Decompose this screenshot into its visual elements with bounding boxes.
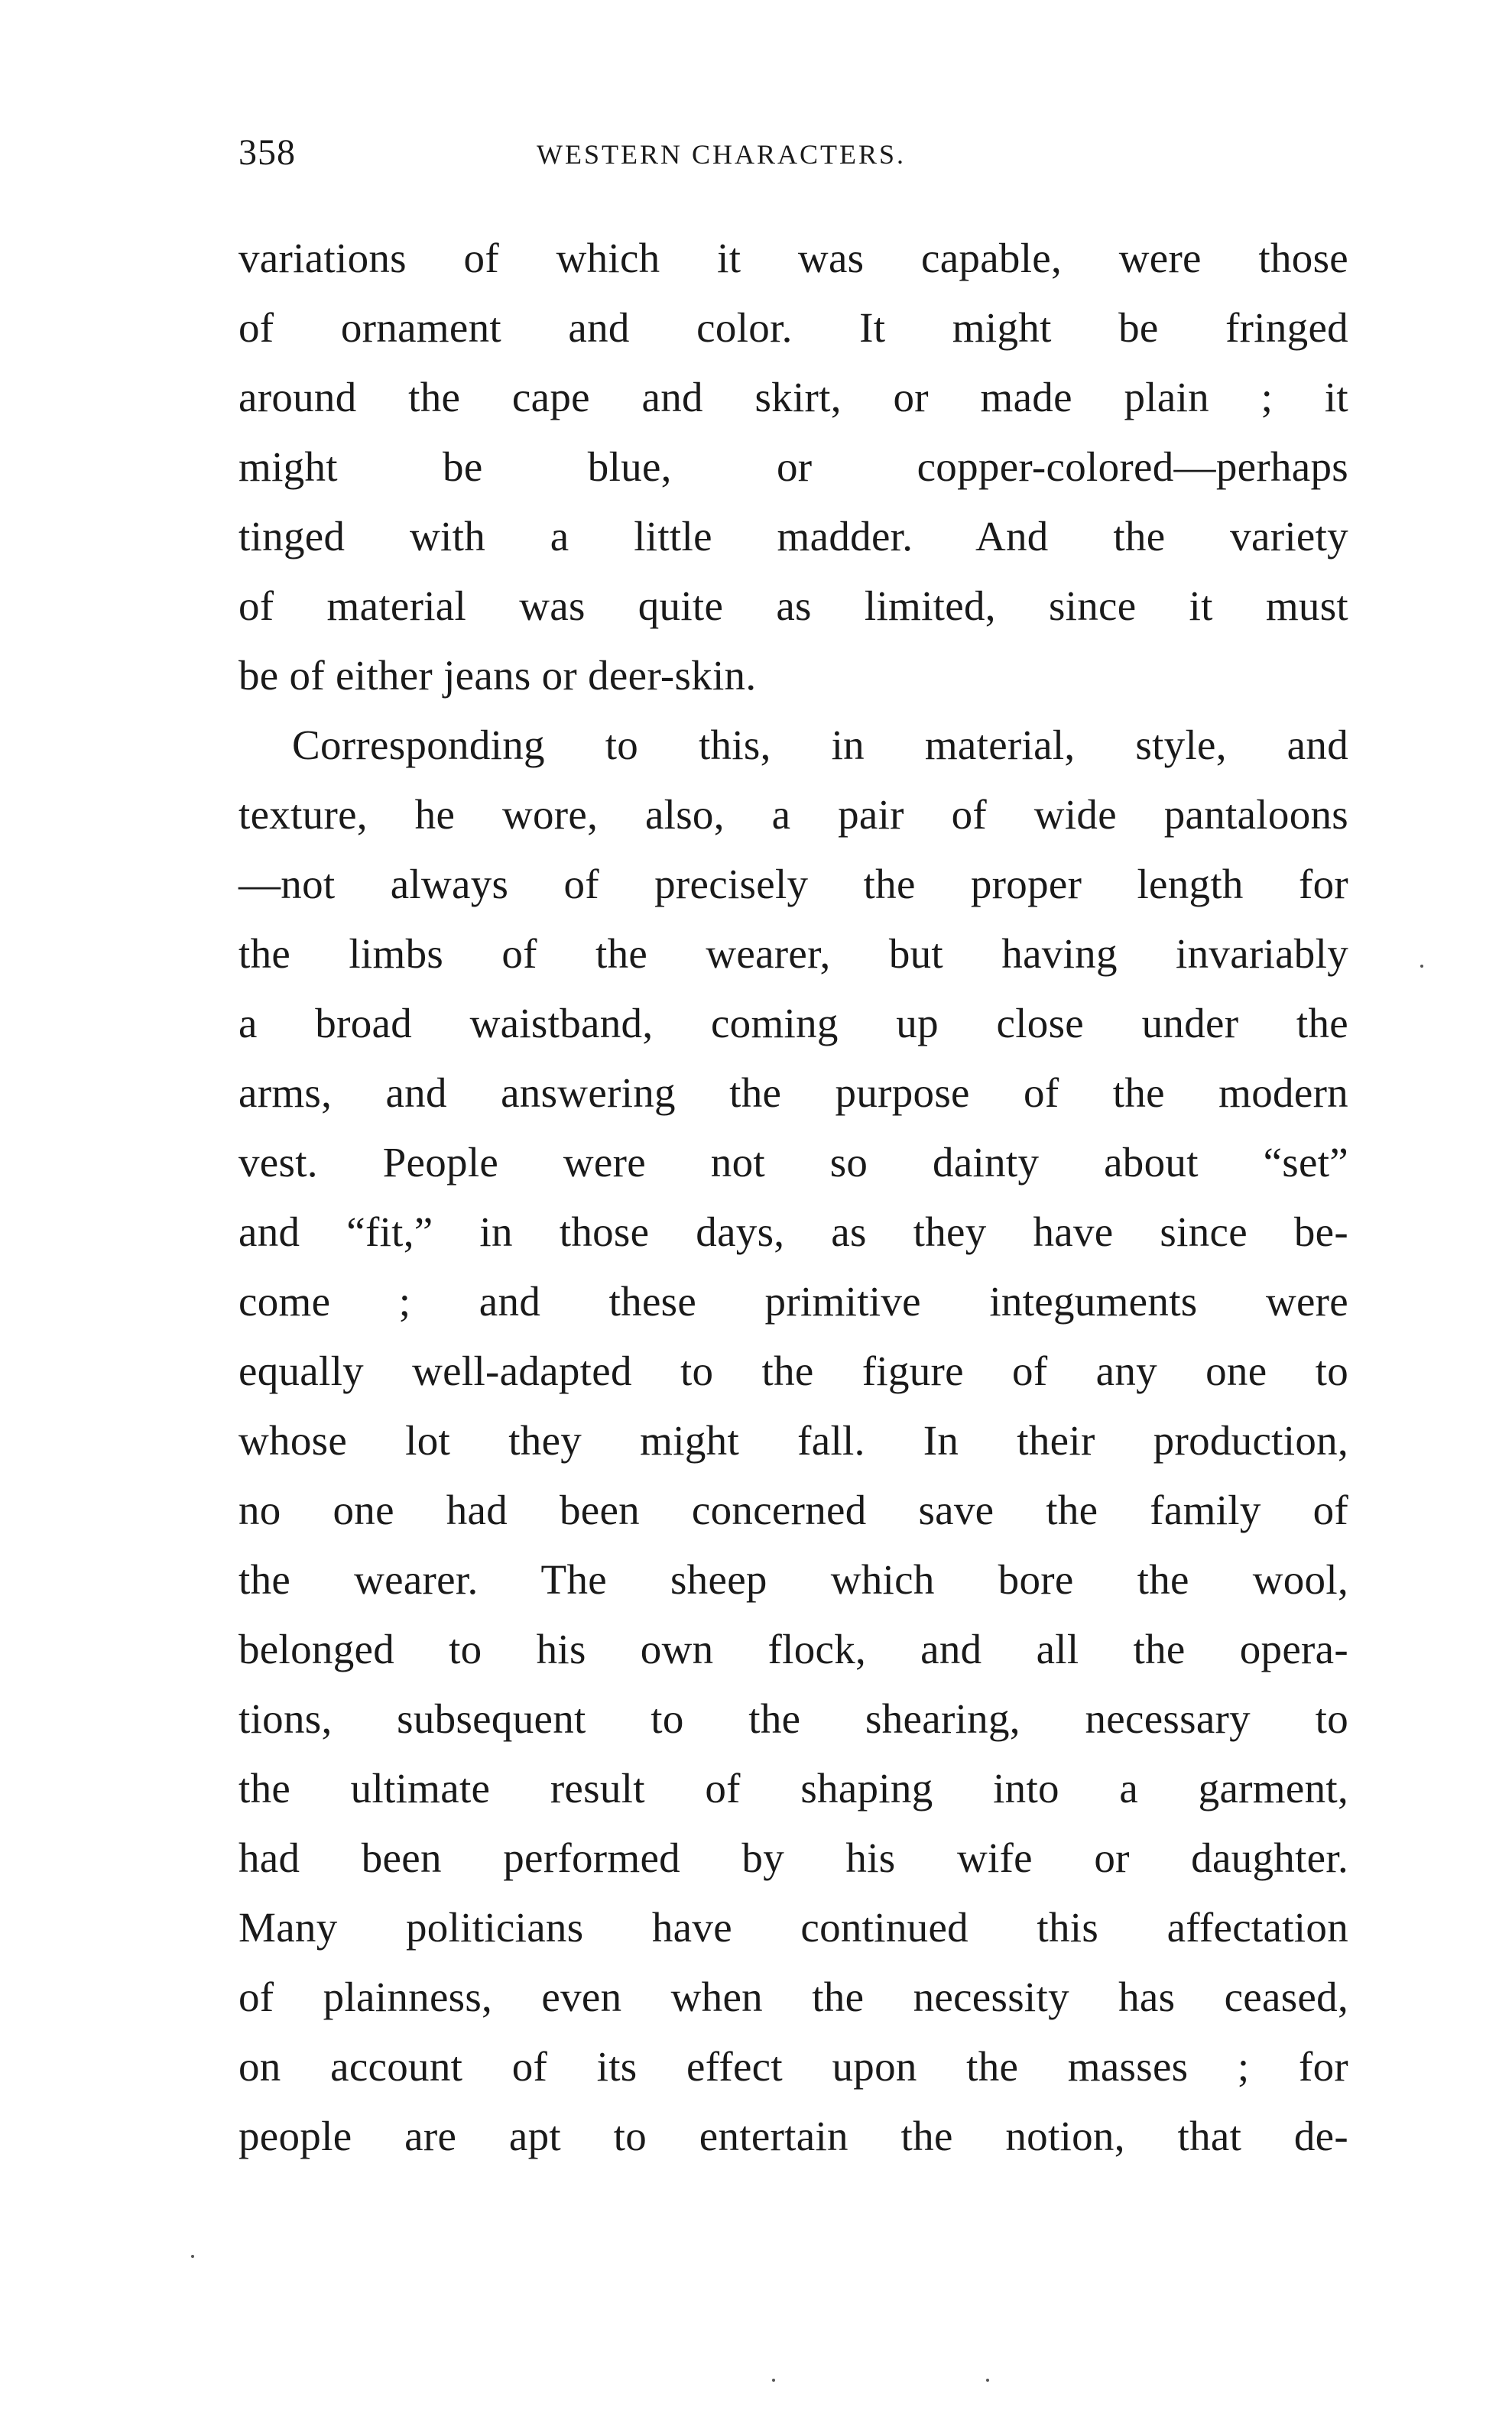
- body-text: [238, 223, 1348, 2171]
- text-line: people are apt to entertain the notion, that de-: [238, 2113, 1348, 2159]
- print-speck: [191, 2255, 194, 2258]
- text-line: come ; and these primitive integuments were: [238, 1278, 1348, 1325]
- text-line: no one had been concerned save the family of: [238, 1487, 1348, 1533]
- text-line: of ornament and color. It might be fringed: [238, 304, 1348, 351]
- text-line: whose lot they might fall. In their production,: [238, 1417, 1348, 1464]
- text-line: might be blue, or copper-colored—perhaps: [238, 443, 1348, 490]
- text-line: of material was quite as limited, since it must: [238, 582, 1348, 629]
- text-line: Many politicians have continued this affectation: [238, 1904, 1348, 1951]
- text-line: on account of its effect upon the masses ; for: [238, 2043, 1348, 2090]
- print-speck: [772, 2379, 775, 2382]
- text-line: arms, and answering the purpose of the modern: [238, 1069, 1348, 1116]
- text-line: tions, subsequent to the shearing, necessary to: [238, 1695, 1348, 1742]
- page-number: 358: [238, 132, 296, 173]
- text-line: tinged with a little madder. And the variety: [238, 513, 1348, 560]
- print-speck: [986, 2379, 989, 2382]
- text-line: of plainness, even when the necessity has ceased,: [238, 1974, 1348, 2020]
- text-line: equally well-adapted to the figure of any one to: [238, 1348, 1348, 1394]
- text-line: belonged to his own flock, and all the opera-: [238, 1626, 1348, 1672]
- running-head: WESTERN CHARACTERS.: [537, 139, 907, 170]
- text-line: variations of which it was capable, were those: [238, 235, 1348, 281]
- text-line: —not always of precisely the proper length for: [238, 861, 1348, 907]
- text-line: a broad waistband, coming up close under the: [238, 1000, 1348, 1046]
- text-line: be of either jeans or deer-skin.: [238, 652, 757, 699]
- text-line: and “fit,” in those days, as they have since be-: [238, 1208, 1348, 1255]
- text-line: the ultimate result of shaping into a garment,: [238, 1765, 1348, 1812]
- page-header: [238, 130, 1348, 191]
- text-line: Corresponding to this, in material, style, and: [292, 722, 1348, 768]
- text-line: texture, he wore, also, a pair of wide pantaloons: [238, 791, 1348, 838]
- text-line: the limbs of the wearer, but having invariably: [238, 930, 1348, 977]
- text-line: the wearer. The sheep which bore the wool,: [238, 1556, 1348, 1603]
- text-line: around the cape and skirt, or made plain ; it: [238, 374, 1348, 420]
- print-speck: [1420, 965, 1423, 968]
- text-line: had been performed by his wife or daughter.: [238, 1834, 1348, 1881]
- text-line: vest. People were not so dainty about “set”: [238, 1139, 1348, 1186]
